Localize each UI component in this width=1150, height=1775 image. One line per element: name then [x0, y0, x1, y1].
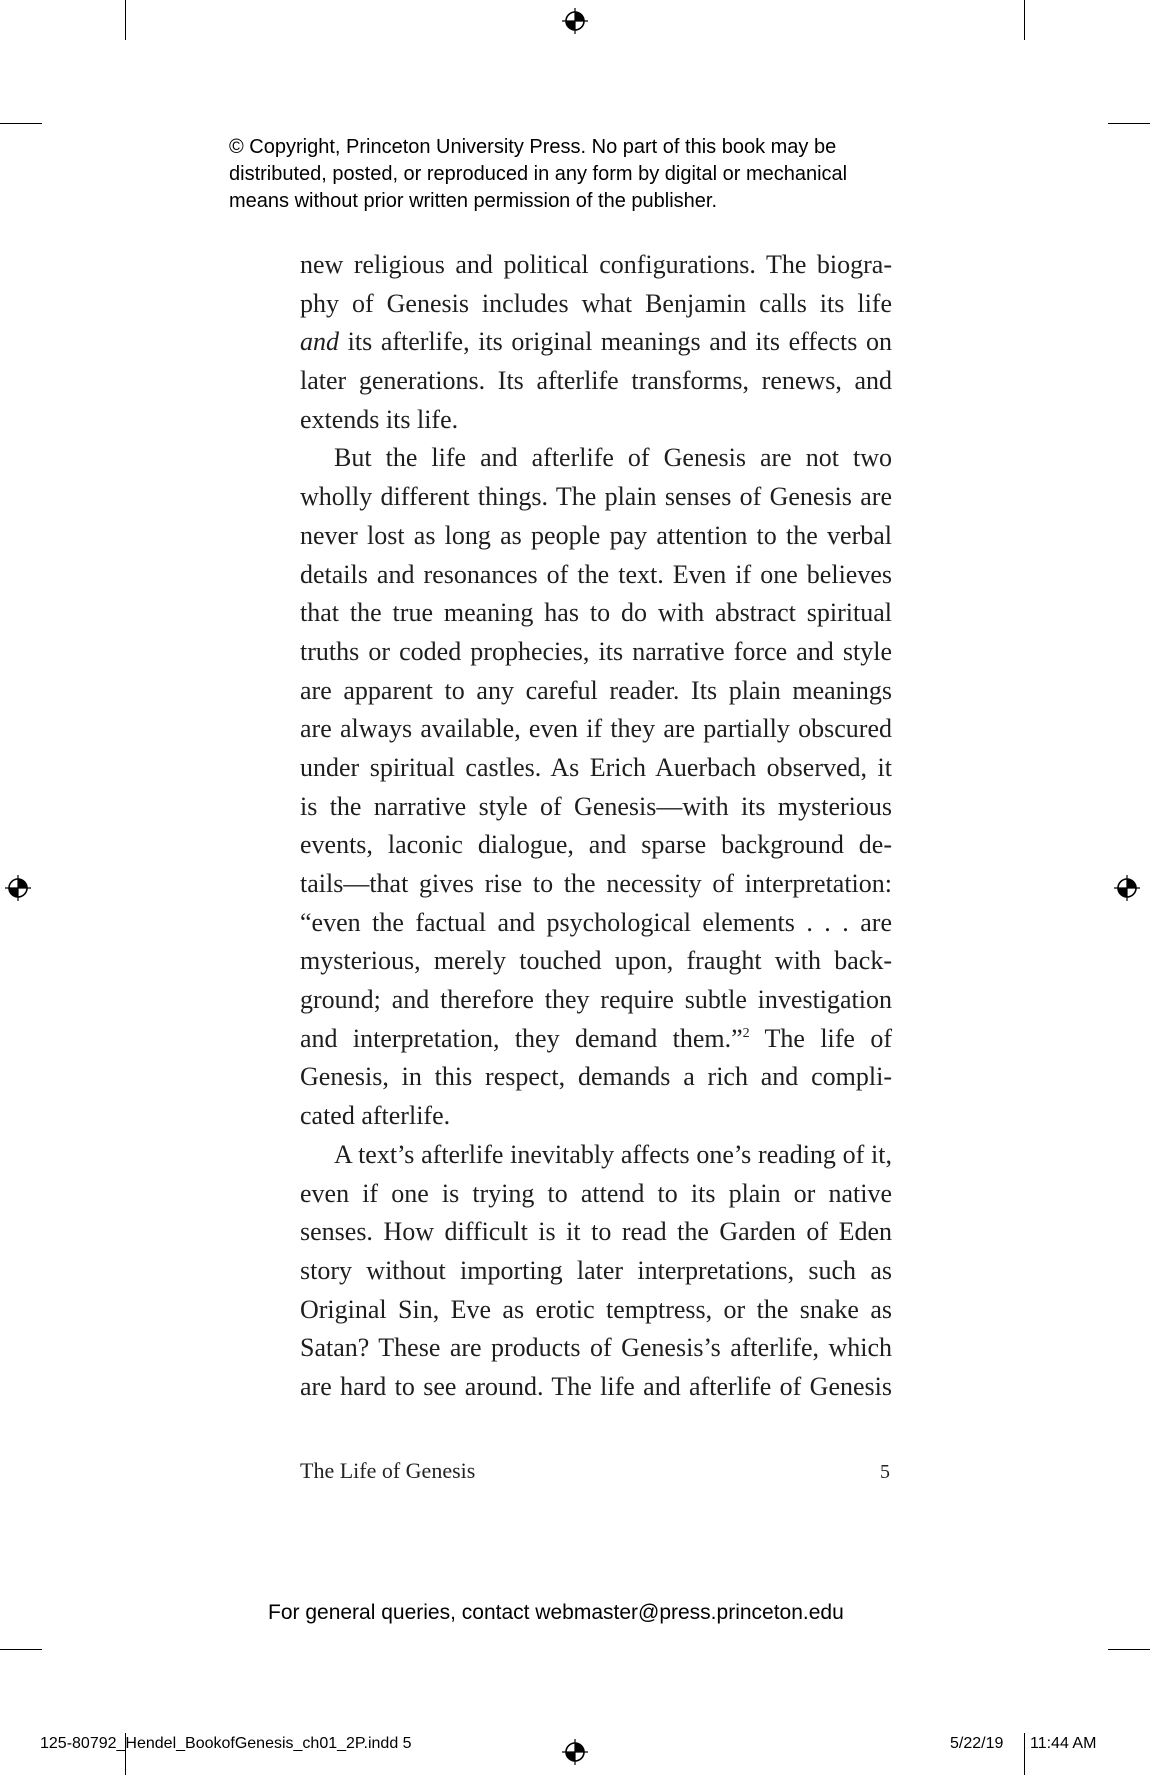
crop-mark-left-top: [0, 123, 42, 124]
text-line: Original Sin, Eve as erotic temptress, or the snake as: [300, 1294, 892, 1324]
text-line: “even the factual and psychological elements . . . are: [300, 907, 892, 937]
text-line: are always available, even if they are partially obscured: [300, 714, 892, 744]
text-line: even if one is trying to attend to its plain or native: [300, 1178, 892, 1208]
body-text: [300, 246, 892, 1407]
text-line-rest: its afterlife, its original meanings and its effects on: [347, 327, 893, 357]
crop-mark-left-bottom: [0, 1649, 42, 1650]
text-line: later generations. Its afterlife transforms, renews, and: [300, 366, 892, 396]
slug-date: 5/22/19: [950, 1735, 1004, 1752]
footnote-ref: 2: [742, 1025, 750, 1041]
text-line: are hard to see around. The life and afterlife of Genesis: [300, 1371, 892, 1401]
slug-time: 11:44 AM: [1030, 1735, 1097, 1752]
registration-mark-top-icon: [562, 8, 588, 34]
text-line: [300, 323, 892, 362]
text-line: truths or coded prophecies, its narrative force and style: [300, 636, 892, 666]
crop-mark-bottom-right: [1024, 1733, 1025, 1775]
running-title: The Life of Genesis: [300, 1458, 476, 1483]
page-number: 5: [880, 1461, 890, 1483]
text-line: Satan? These are products of Genesis’s afterlife, which: [300, 1333, 892, 1363]
slug-filename: 125-80792_Hendel_BookofGenesis_ch01_2P.indd 5: [40, 1735, 412, 1752]
paragraph-first-line: A text’s afterlife inevitably affects one’s reading of it,: [334, 1139, 892, 1169]
text-line: story without importing later interpretations, such as: [300, 1255, 892, 1285]
queries-notice: For general queries, contact webmaster@press.princeton.edu: [268, 1601, 844, 1624]
quote-end: and interpretation, they demand them.”: [300, 1023, 743, 1053]
crop-mark-top-left: [125, 0, 126, 40]
text-line: events, laconic dialogue, and sparse background de-: [300, 830, 892, 860]
paragraph-first-line: But the life and afterlife of Genesis are not two: [334, 443, 892, 473]
text-line-rest: The life of: [749, 1023, 892, 1053]
text-line: mysterious, merely touched upon, fraught with back-: [300, 946, 892, 976]
text-line: senses. How difficult is it to read the Garden of Eden: [300, 1217, 892, 1247]
text-line: ground; and therefore they require subtle investigation: [300, 985, 892, 1015]
text-line: tails—that gives rise to the necessity of interpretation:: [300, 869, 892, 898]
text-line: under spiritual castles. As Erich Auerbach observed, it: [300, 752, 892, 782]
registration-mark-right-icon: [1114, 875, 1140, 901]
crop-mark-top-right: [1024, 0, 1025, 40]
text-line: new religious and political configurations. The biogra-: [300, 250, 892, 279]
text-line: extends its life.: [300, 404, 459, 434]
copyright-line: © Copyright, Princeton University Press. No part of this book may be: [229, 136, 837, 158]
italic-word: and: [300, 327, 339, 357]
text-line: that the true meaning has to do with abstract spiritual: [300, 598, 892, 628]
text-line: Genesis, in this respect, demands a rich and compli-: [300, 1062, 892, 1092]
copyright-line: distributed, posted, or reproduced in any form by digital or mechanical: [229, 163, 848, 185]
crop-mark-right-top: [1108, 123, 1150, 124]
copyright-notice: [229, 134, 949, 215]
text-line: details and resonances of the text. Even if one believes: [300, 559, 892, 589]
registration-mark-left-icon: [5, 875, 31, 901]
text-line: [300, 1020, 892, 1059]
text-line: cated afterlife.: [300, 1101, 451, 1131]
registration-mark-bottom-icon: [562, 1739, 588, 1765]
text-line: never lost as long as people pay attention to the verbal: [300, 520, 892, 550]
copyright-line: means without prior written permission of the publisher.: [229, 190, 718, 212]
text-line: phy of Genesis includes what Benjamin calls its life: [300, 288, 892, 318]
crop-mark-right-bottom: [1108, 1649, 1150, 1650]
text-line: are apparent to any careful reader. Its plain meanings: [300, 675, 892, 705]
text-line: wholly different things. The plain senses of Genesis are: [300, 482, 892, 512]
text-line: is the narrative style of Genesis—with its mysterious: [300, 791, 892, 821]
